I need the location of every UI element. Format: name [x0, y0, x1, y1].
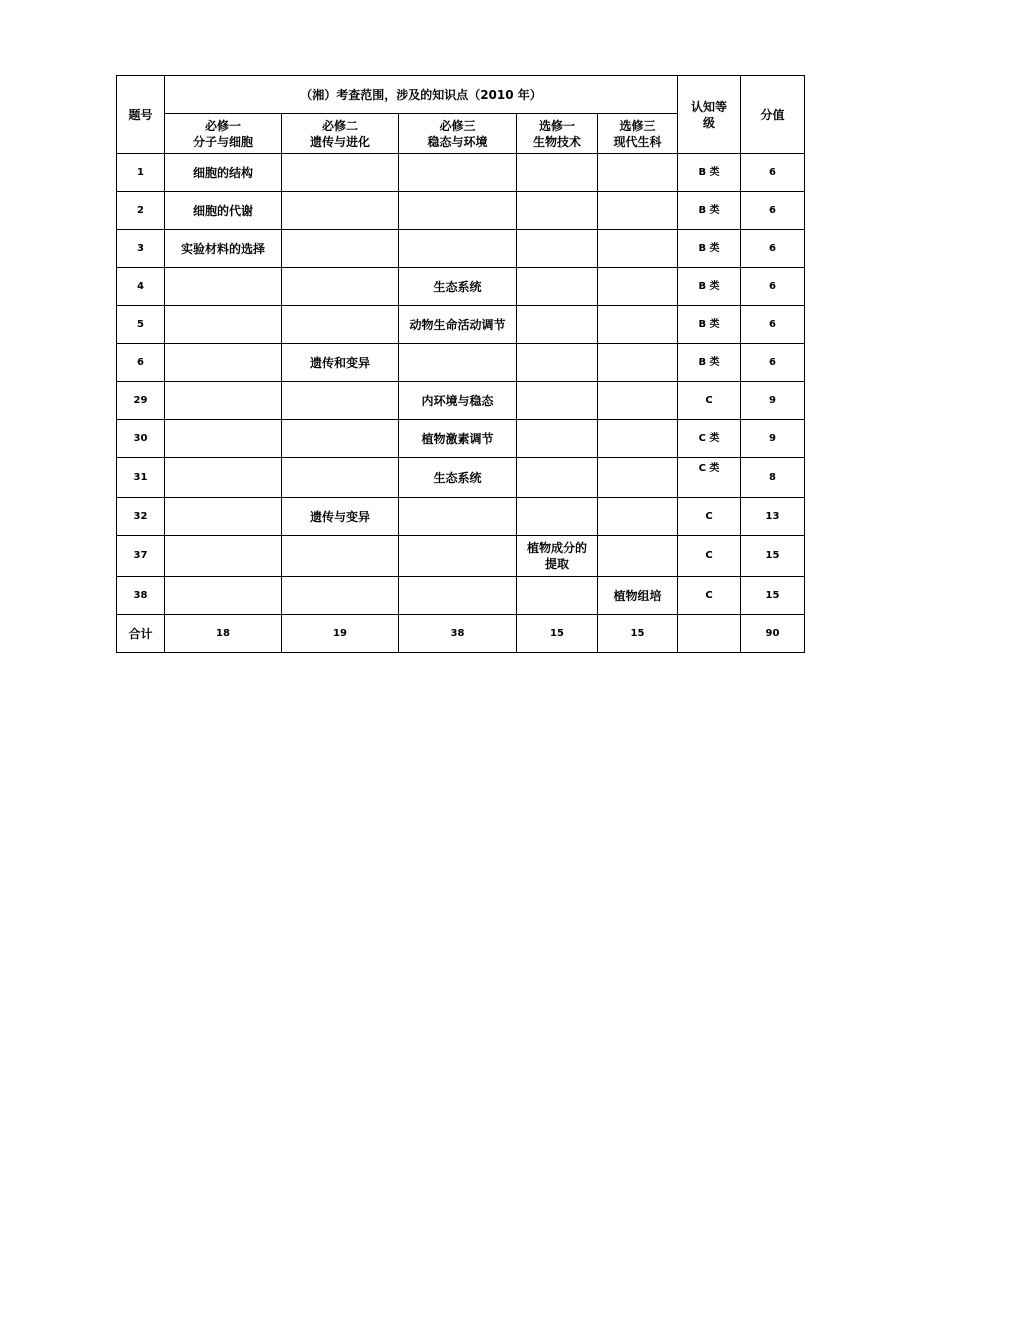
- module-4-cell-text: 植物成分的提取: [526, 541, 587, 571]
- module-1-cell: 实验材料的选择: [165, 230, 282, 268]
- question-no-cell: 3: [117, 230, 165, 268]
- module-4-cell: [517, 382, 598, 420]
- table-row: [117, 268, 805, 306]
- module-5-cell: [598, 536, 678, 577]
- module-4-cell: [517, 230, 598, 268]
- score-cell: 6: [741, 268, 805, 306]
- module-1-cell: [165, 536, 282, 577]
- module-1-cell: [165, 577, 282, 615]
- score-cell: 15: [741, 577, 805, 615]
- totals-label: 合计: [117, 615, 165, 653]
- module-5-cell: [598, 498, 678, 536]
- question-no-cell: 29: [117, 382, 165, 420]
- table-row: [117, 536, 805, 577]
- module-4-cell: [517, 458, 598, 498]
- module-3-cell: [399, 498, 517, 536]
- score-cell: 6: [741, 344, 805, 382]
- score-cell: 8: [741, 458, 805, 498]
- question-no-cell: 6: [117, 344, 165, 382]
- total-module-2: 19: [282, 615, 399, 653]
- question-no-cell: 31: [117, 458, 165, 498]
- cognitive-level-cell: C 类: [678, 458, 741, 498]
- module-5-cell: [598, 306, 678, 344]
- module-2-cell: 遗传和变异: [282, 344, 399, 382]
- score-cell: 9: [741, 420, 805, 458]
- cognitive-level-cell: B 类: [678, 306, 741, 344]
- table-row: [117, 344, 805, 382]
- module-2-cell: 遗传与变异: [282, 498, 399, 536]
- module-3-cell: 生态系统: [399, 458, 517, 498]
- module-5-cell: [598, 154, 678, 192]
- module-1-cell: 细胞的代谢: [165, 192, 282, 230]
- cognitive-level-cell: C 类: [678, 420, 741, 458]
- table-row: [117, 420, 805, 458]
- question-no-cell: 32: [117, 498, 165, 536]
- module-5-cell: [598, 458, 678, 498]
- total-module-4: 15: [517, 615, 598, 653]
- score-cell: 6: [741, 230, 805, 268]
- header-cognitive-level: [678, 76, 741, 154]
- cognitive-level-cell: B 类: [678, 230, 741, 268]
- module-1-cell: [165, 306, 282, 344]
- module-3-cell: [399, 536, 517, 577]
- total-score: 90: [741, 615, 805, 653]
- module-2-cell: [282, 192, 399, 230]
- table-row: [117, 577, 805, 615]
- module-4-cell: [517, 154, 598, 192]
- cognitive-level-cell: C: [678, 382, 741, 420]
- module-1-cell: [165, 268, 282, 306]
- header-question-no: 题号: [117, 76, 165, 154]
- module-2-cell: [282, 230, 399, 268]
- module-2-cell: [282, 420, 399, 458]
- module-5-cell: [598, 268, 678, 306]
- cognitive-level-cell: B 类: [678, 192, 741, 230]
- cognitive-level-cell: B 类: [678, 154, 741, 192]
- module-4-cell: [517, 420, 598, 458]
- module-header-5: [598, 114, 678, 154]
- question-no-cell: 2: [117, 192, 165, 230]
- table-row: [117, 192, 805, 230]
- totals-row: [117, 615, 805, 653]
- score-cell: 9: [741, 382, 805, 420]
- exam-scope-table: [116, 75, 805, 653]
- question-no-cell: 1: [117, 154, 165, 192]
- module-2-cell: [282, 536, 399, 577]
- question-no-cell: 37: [117, 536, 165, 577]
- module-4-cell: [517, 344, 598, 382]
- cognitive-level-cell: B 类: [678, 268, 741, 306]
- module-4-cell: [517, 306, 598, 344]
- module-header-2: [282, 114, 399, 154]
- module-3-cell: [399, 192, 517, 230]
- module-header-1: [165, 114, 282, 154]
- total-cognitive-level: [678, 615, 741, 653]
- table-row: [117, 458, 805, 498]
- module-3-cell: [399, 230, 517, 268]
- module-header-2-line1: 必修二: [321, 118, 358, 133]
- module-header-4-line2: 生物技术: [532, 134, 581, 149]
- score-cell: 6: [741, 306, 805, 344]
- module-4-cell: [517, 268, 598, 306]
- module-header-3-line2: 稳态与环境: [427, 134, 488, 149]
- module-5-cell: [598, 344, 678, 382]
- module-4-cell: [517, 192, 598, 230]
- question-no-cell: 30: [117, 420, 165, 458]
- question-no-cell: 38: [117, 577, 165, 615]
- module-3-cell: [399, 154, 517, 192]
- module-header-1-line2: 分子与细胞: [192, 134, 253, 149]
- module-3-cell: 植物激素调节: [399, 420, 517, 458]
- module-2-cell: [282, 382, 399, 420]
- module-header-3: [399, 114, 517, 154]
- module-2-cell: [282, 458, 399, 498]
- module-1-cell: [165, 344, 282, 382]
- module-1-cell: 细胞的结构: [165, 154, 282, 192]
- score-cell: 15: [741, 536, 805, 577]
- module-3-cell: 生态系统: [399, 268, 517, 306]
- header-cognitive-level-text: 认知等级: [690, 99, 727, 130]
- module-header-1-line1: 必修一: [204, 118, 241, 133]
- module-5-cell: 植物组培: [598, 577, 678, 615]
- module-2-cell: [282, 268, 399, 306]
- module-3-cell: 动物生命活动调节: [399, 306, 517, 344]
- module-4-cell: [517, 577, 598, 615]
- question-no-cell: 5: [117, 306, 165, 344]
- module-1-cell: [165, 458, 282, 498]
- cognitive-level-cell: C: [678, 577, 741, 615]
- module-1-cell: [165, 382, 282, 420]
- table-row: [117, 154, 805, 192]
- module-header-2-line2: 遗传与进化: [309, 134, 370, 149]
- table-row: [117, 498, 805, 536]
- score-cell: 6: [741, 192, 805, 230]
- cognitive-level-cell: C: [678, 498, 741, 536]
- module-header-4-line1: 选修一: [538, 118, 575, 133]
- table-row: [117, 382, 805, 420]
- total-module-1: 18: [165, 615, 282, 653]
- module-3-cell: [399, 577, 517, 615]
- module-header-3-line1: 必修三: [439, 118, 476, 133]
- module-2-cell: [282, 577, 399, 615]
- module-header-5-line2: 现代生科: [613, 134, 662, 149]
- header-range-title: （湘）考查范围，涉及的知识点（2010 年）: [165, 76, 678, 114]
- total-module-3: 38: [399, 615, 517, 653]
- module-1-cell: [165, 498, 282, 536]
- total-module-5: 15: [598, 615, 678, 653]
- score-cell: 6: [741, 154, 805, 192]
- module-2-cell: [282, 306, 399, 344]
- module-3-cell: 内环境与稳态: [399, 382, 517, 420]
- module-1-cell: [165, 420, 282, 458]
- module-5-cell: [598, 230, 678, 268]
- module-3-cell: [399, 344, 517, 382]
- question-no-cell: 4: [117, 268, 165, 306]
- module-5-cell: [598, 192, 678, 230]
- header-row: [117, 76, 805, 114]
- module-header-5-line1: 选修三: [619, 118, 656, 133]
- module-4-cell: [517, 498, 598, 536]
- score-cell: 13: [741, 498, 805, 536]
- module-4-cell: [517, 536, 598, 577]
- module-5-cell: [598, 382, 678, 420]
- cognitive-level-cell: B 类: [678, 344, 741, 382]
- module-5-cell: [598, 420, 678, 458]
- table-row: [117, 306, 805, 344]
- module-2-cell: [282, 154, 399, 192]
- table-row: [117, 230, 805, 268]
- cognitive-level-cell: C: [678, 536, 741, 577]
- module-header-4: [517, 114, 598, 154]
- header-score: 分值: [741, 76, 805, 154]
